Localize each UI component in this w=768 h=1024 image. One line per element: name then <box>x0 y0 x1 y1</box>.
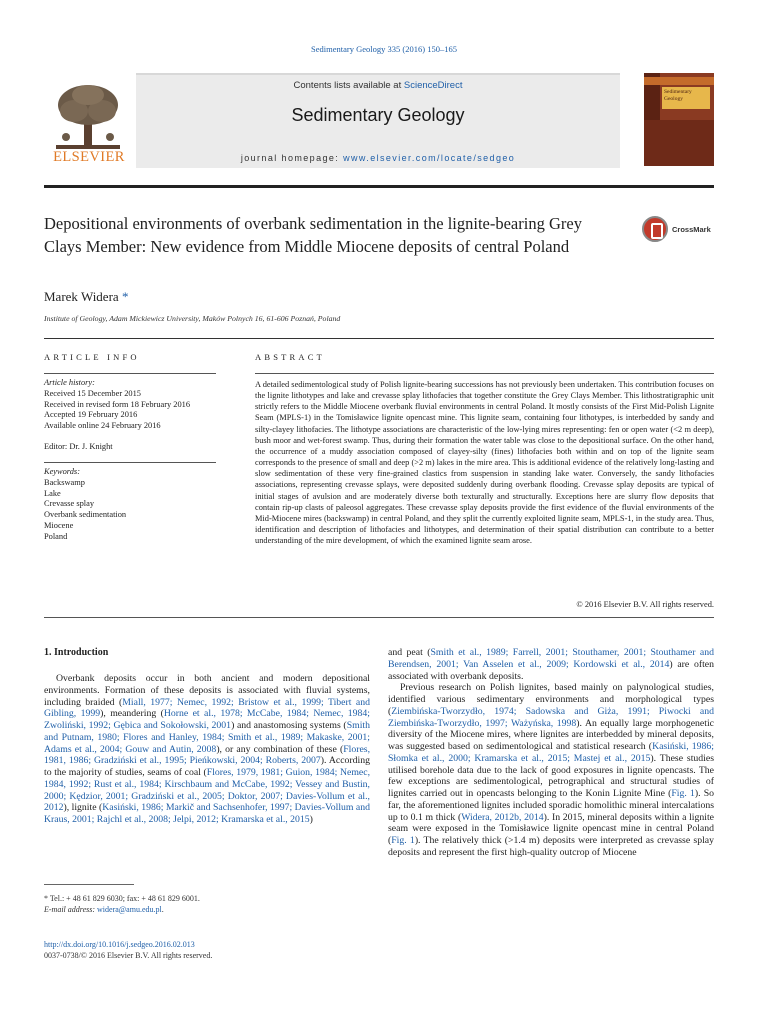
body-text: and peat ( <box>388 647 431 658</box>
citation-link[interactable]: Widera, 2012b, 2014 <box>461 811 544 823</box>
journal-banner <box>136 73 620 168</box>
crossmark-button[interactable] <box>642 216 722 244</box>
editor-line: Editor: Dr. J. Knight <box>44 441 113 451</box>
body-text: ), meandering ( <box>100 708 164 720</box>
elsevier-wordmark: ELSEVIER <box>53 149 125 165</box>
crossmark-label: CrossMark <box>672 225 711 234</box>
cover-band <box>644 77 714 85</box>
body-text: ) <box>309 814 313 825</box>
abstract-bottom-divider <box>44 617 714 618</box>
keywords-divider <box>44 462 216 463</box>
journal-citation[interactable]: Sedimentary Geology 335 (2016) 150–165 <box>311 44 457 54</box>
citation-link[interactable]: Horne et al., 1978; McCabe, 1984; Nemec, 1984; Zwoliński, 1992; Gębica and Sokołowski, 2001 <box>44 708 371 731</box>
keyword[interactable]: Miocene <box>44 520 74 530</box>
article-history <box>44 378 216 453</box>
citation-link[interactable]: Smith et al., 1989; Farrell, 2001; Stouthamer, 2001; Stouthamer and Berendsen, 2001; Van Asselen et al., 2009; Kordowski et al., 2014 <box>388 647 714 670</box>
history-accepted: Accepted 19 February 2016 <box>44 410 138 420</box>
citation-link[interactable]: Fig. 1 <box>391 835 415 846</box>
contents-line: Contents lists available at ScienceDirect <box>293 80 463 91</box>
journal-cover-image[interactable] <box>644 73 714 166</box>
keyword[interactable]: Lake <box>44 488 61 498</box>
history-received: Received 15 December 2015 <box>44 388 141 398</box>
issn-line: 0037-0738/© 2016 Elsevier B.V. All rights reserved. <box>44 951 213 960</box>
author-name: Marek Widera * <box>44 289 129 304</box>
body-text: ) and anastomosing systems ( <box>231 720 347 731</box>
author-email-link[interactable]: widera@amu.edu.pl <box>97 905 162 914</box>
body-text: Overbank deposits occur in both ancient and modern depositional environments. Formation of these deposits is associated with fluvial systems, including braided ( <box>44 673 370 708</box>
keywords-block <box>44 467 216 543</box>
intro-paragraph-right-1 <box>388 647 714 682</box>
citation-link[interactable]: Kasiński, 1986; Markič and Sachsenhofer, 1997; Davies-Vollum and Kraus, 2001; Rajchl et al., 2008; Jelpi, 2012; Kramarska et al., 2015 <box>44 802 371 825</box>
publication-info <box>44 939 212 961</box>
abstract-divider <box>255 373 714 374</box>
crossmark-icon <box>642 216 668 242</box>
body-text: ), lignite ( <box>63 802 103 814</box>
homepage-link[interactable]: www.elsevier.com/locate/sedgeo <box>343 153 516 163</box>
author-footnote: * Tel.: + 48 61 829 6030; fax: + 48 61 829 6001. E-mail address: widera@amu.edu.pl. <box>44 894 200 914</box>
author-affiliation: Institute of Geology, Adam Mickiewicz University, Maków Polnych 16, 61-606 Poznań, Poland <box>44 314 341 323</box>
body-text: ). In 2015, mineral deposits within a lignite seam were exposed in the Tomisławice lignite opencast mine in central Poland ( <box>388 811 714 846</box>
journal-name: Sedimentary Geology <box>291 105 465 125</box>
body-text: ). An equally large morphogenetic diversity of the Miocene mires, where lignites are interbedded by mineral deposits, was suggested based on sedimentological and statistical research ( <box>388 717 714 752</box>
keyword[interactable]: Crevasse splay <box>44 499 95 509</box>
body-text: ). The relatively thick (>1.4 m) deposits were interpreted as crevasse splay deposits and represent the first high-quality outcrop of Miocene <box>388 835 714 858</box>
body-text: ). According to the majority of studies, seams of coal ( <box>44 755 370 778</box>
doi-link[interactable]: http://dx.doi.org/10.1016/j.sedgeo.2016.02.013 <box>44 940 195 949</box>
intro-column-right <box>388 647 714 859</box>
citation-link[interactable]: Flores, 1981, 1986; Gradziński et al., 1995; Pieńkowski, 2004; Roberts, 2007 <box>44 743 371 767</box>
author-footnote-link[interactable]: * <box>121 289 129 304</box>
body-text: Previous research on Polish lignites, based mainly on palynological studies, identified various sedimentary environments and morphological types ( <box>388 682 714 717</box>
section-heading-introduction: 1. Introduction <box>44 647 109 658</box>
article-info-heading: ARTICLE INFO <box>44 352 140 362</box>
sciencedirect-link[interactable]: ScienceDirect <box>403 80 463 91</box>
citation-link[interactable]: Fig. 1 <box>671 788 695 799</box>
header-divider <box>44 185 714 188</box>
keywords-label: Keywords: <box>44 467 80 476</box>
citation-link[interactable]: Miall, 1977; Nemec, 1992; Bristow et al., 1999; Tibert and Gibling, 1999 <box>44 696 370 720</box>
body-text: ), or any combination of these ( <box>216 743 344 755</box>
body-text: ) are often associated with overbank deposits. <box>388 658 714 682</box>
history-label: Article history: <box>44 378 95 387</box>
keyword[interactable]: Poland <box>44 531 68 541</box>
body-text: ). So far, the aforementioned lignites included sporadic homolithic mineral intercalations up to 0.1 m thick ( <box>388 788 714 823</box>
abstract-heading: ABSTRACT <box>255 352 325 362</box>
journal-header <box>44 73 620 166</box>
abstract-copyright: © 2016 Elsevier B.V. All rights reserved. <box>576 600 714 609</box>
journal-homepage: journal homepage: www.elsevier.com/locate/sedgeo <box>240 153 516 163</box>
intro-paragraph-right-2 <box>388 682 714 858</box>
abstract-text: A detailed sedimentological study of Polish lignite-bearing successions has not previously been undertaken. This contribution focuses on the lignite lithotypes and lake and crevasse splay lithofacies that together constitute the Grey Clays Member. This lithostratigraphic unit strictly refers to the Middle Miocene overbank fluvial environments in central Poland. It mostly consists of the First Mid-Polish Lignite Seam (MPLS-1) in the Tomisławice lignite opencast mine. This lignite seam, containing four lithotypes, is interbedded by sandy and silty-clayey lithofacies. The lithotype associations are characteristic of the low-lying mires representing: fen or open water (<2 m deep), bush moor and wet-forest swamp. Thus, during their formation the water table was close to the depositional surface. On the other hand, the occurrence of a muddy association composed of clayey-silty (fines) lithofacies both within and on top of the lignite seam corresponds to the presence of small and deep (>2 m) lakes in the mire area. This is additional evidence of the relatively long-lasting and slow sedimentation of these very fine-grained clastics from suspension in standing lake water. Conversely, the sandy lithofacies associations, representing crevasse splays, were deposited suddenly during overbank flooding. Crevasse splay deposits are typical of initial stages of avulsion and are moderately diverse both texturally and structurally. Exceptions here are slurry flow deposits that contain rip-up clasts of paleosol aggregates. These crevasse splay deposits provide the first evidence of the fluvial environments of the Mid-Miocene mires (backswamp) in central Poland, and they split the currently exploited lignite seam, MPLS-1, in the study area. Thus, identification and description of lithofacies and lithotypes, and determination of their spatial distribution can contribute to a better understanding of the mire development, of which the examined lignite seam arose. <box>255 380 714 546</box>
keyword[interactable]: Backswamp <box>44 477 85 487</box>
citation-link[interactable]: Smith and Putnam, 1980; Flores and Hanley, 1984; Smith et al., 1989; Makaske, 2001; Adams et al., 2004; Gouw and Autin, 2008 <box>44 720 370 755</box>
history-online: Available online 24 February 2016 <box>44 421 161 431</box>
body-text: ). These studies utilised borehole data due to the lack of good exposures in lignite opencasts. The few exceptions are sedimentological, petrographical and structural studies of lignites carried out in opencasts belonging to the Konin Lignite Mine ( <box>388 752 714 799</box>
citation-link[interactable]: Kasiński, 1986; Słomka et al., 2000; Kramarska et al., 2015; Mastej et al., 2015 <box>388 741 714 764</box>
cover-title: Sedimentary Geology <box>662 87 710 109</box>
footnote-divider <box>44 884 134 885</box>
citation-link[interactable]: Ziembińska-Tworzydło, 1974; Sadowska and Giża, 1991; Piwocki and Ziembińska-Tworzydło, 1997; Ważyńska, 1998 <box>388 705 714 729</box>
info-top-divider <box>44 338 714 339</box>
footnote-mark: * <box>44 894 48 903</box>
article-title: Depositional environments of overbank sedimentation in the lignite-bearing Grey Clays Member: New evidence from Middle Miocene deposits of central Poland <box>44 214 582 256</box>
intro-paragraph-left <box>44 673 370 826</box>
article-info-divider <box>44 373 216 374</box>
history-revised: Received in revised form 18 February 2016 <box>44 399 191 409</box>
footnote-contact: Tel.: + 48 61 829 6030; fax: + 48 61 829 6001. <box>48 894 200 903</box>
keyword[interactable]: Overbank sedimentation <box>44 510 127 520</box>
elsevier-logo[interactable] <box>44 73 136 166</box>
elsevier-tree-icon <box>48 81 128 153</box>
cover-artwork <box>644 120 714 166</box>
citation-link[interactable]: Flores, 1979, 1981; Guion, 1984; Nemec, 1984, 1992; Rust et al., 1984; Kirschbaum and McCabe, 1992; Vessey and Bustin, 2000; Kędzior, 2001; Gradziński et al., 2005; Doktor, 2007; Davies-Vollum et al., 2012 <box>44 767 371 814</box>
